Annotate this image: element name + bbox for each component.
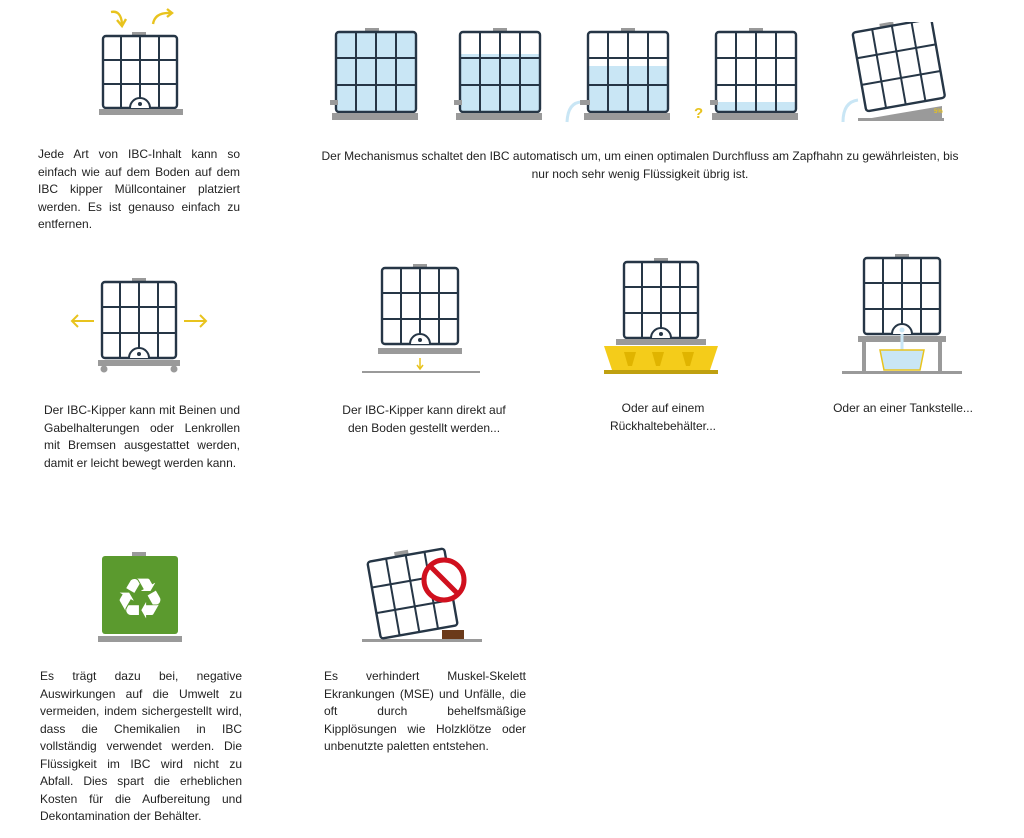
- wood-block: [442, 630, 464, 639]
- caster-wheel: [171, 366, 178, 373]
- question-mark-icon: ?: [694, 105, 704, 122]
- caption-mechanism-line2: nur noch sehr wenig Flüssigkeit übrig ist.: [531, 166, 749, 181]
- floor-placement-figure: [360, 258, 482, 376]
- caption-floor: [330, 402, 518, 437]
- mobile-tipper-figure: [68, 272, 212, 376]
- prohibited-icon: [424, 560, 464, 600]
- arrow-right-icon: [184, 315, 206, 327]
- recycling-figure: [96, 552, 184, 646]
- ibc-half: [567, 28, 670, 122]
- caption-mechanism: [300, 148, 980, 183]
- ibc-nearly-empty: [694, 28, 798, 122]
- sump-figure: [602, 254, 720, 378]
- sump-basin: [604, 346, 718, 374]
- caption-sump-line1: Oder auf einem: [621, 401, 705, 415]
- caption-environment: Es trägt dazu bei, negative Auswirkungen auf die Umwelt zu vermeiden, indem sichergestellt wird, dass die Chemikalien in IBC vollständig verwendet werden. Die Flüssigkeit im IBC wird nicht zu Abfall. Dies spart die erheblichen Kosten für die Aufbereitung und Dekontamination der Behälter.: [40, 669, 242, 823]
- caption-mechanism-line1: Der Mechanismus schaltet den IBC automatisch um, um einen optimalen Durchfluss am Zapfhahn zu gewährleisten, bis: [321, 149, 959, 163]
- tipper-base: [99, 109, 183, 115]
- station-figure: [840, 250, 966, 378]
- arrow-left-icon: [72, 315, 94, 327]
- floor-line: [362, 371, 480, 373]
- percent-label: 5%: [934, 109, 943, 115]
- caption-floor-line1: Der IBC-Kipper kann direkt auf: [342, 403, 506, 417]
- caption-mobility: Der IBC-Kipper kann mit Beinen und Gabelhalterungen oder Lenkrollen mit Bremsen ausgestattet werden, damit er leicht bewegt werden kann.: [44, 403, 240, 470]
- ibc-loading-figure: [95, 6, 187, 118]
- ibc-tilted: [843, 22, 945, 122]
- collection-tray: [880, 350, 924, 370]
- ibc-three-quarters: [454, 28, 542, 120]
- caption-sump: [580, 400, 746, 435]
- caption-station: Oder an einer Tankstelle...: [833, 401, 973, 415]
- tilt-sequence-figure: [330, 22, 960, 126]
- arrow-down-icon: [417, 358, 423, 369]
- caption-sump-line2: Rückhaltebehälter...: [609, 418, 717, 433]
- ibc-full: [330, 28, 418, 120]
- caption-floor-line2: den Boden gestellt werden...: [347, 420, 501, 435]
- safety-figure: [360, 544, 484, 648]
- recycle-icon: ♻: [114, 567, 166, 632]
- caster-wheel: [101, 366, 108, 373]
- caption-placement: Jede Art von IBC-Inhalt kann so einfach wie auf dem Boden auf dem IBC kipper Müllcontainer platziert werden. Es ist genauso einfach zu entfernen.: [38, 147, 240, 231]
- caption-safety: Es verhindert Muskel-Skelett Ekrankungen (MSE) und Unfälle, die oft durch behelfsmäßige Kipplösungen wie Holzklötze oder unbenutzte paletten entstehen.: [324, 669, 526, 753]
